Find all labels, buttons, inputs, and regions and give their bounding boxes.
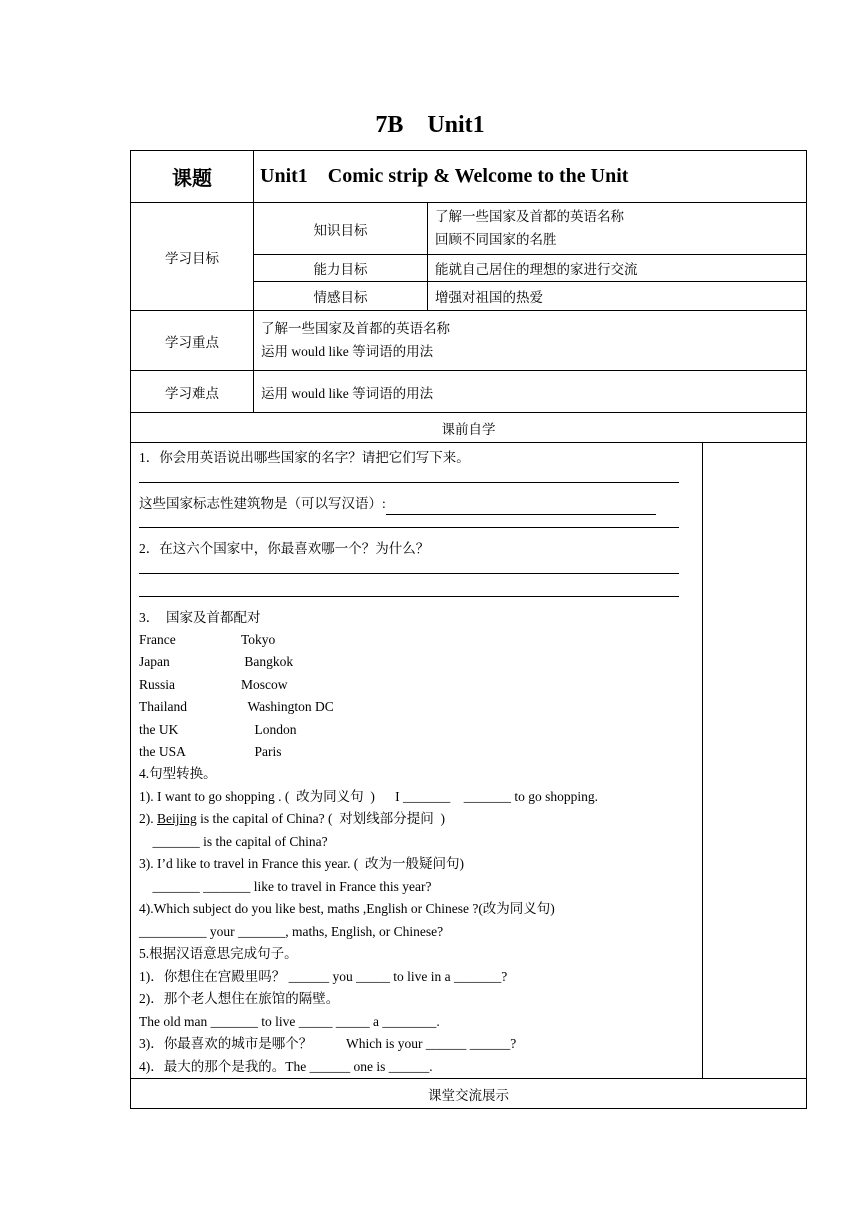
question-4-item: 2). Beijing is the capital of China? ( 对划线部分提问 ) (139, 811, 445, 827)
preview-header-row (131, 413, 807, 443)
answer-line (386, 500, 656, 515)
objective-content: 能就自己居住的理想的家进行交流 (428, 255, 807, 282)
topic-value: Unit1 Comic strip & Welcome to the Unit (254, 151, 807, 203)
question-3: 3． 国家及首都配对 (139, 609, 261, 625)
question-4-answer: _______ _______ like to travel in France this year? (139, 878, 432, 894)
answer-line (139, 470, 679, 483)
question-5-item: 2)．那个老人想住在旅馆的隔壁。 (139, 991, 340, 1007)
answer-line (139, 584, 679, 597)
match-pair (139, 651, 702, 673)
key-point-line: 了解一些国家及首都的英语名称 (261, 321, 450, 336)
self-study-content (131, 443, 703, 1079)
match-pair (139, 674, 702, 696)
page-title: 7B Unit1 (375, 112, 485, 138)
underlined-word: Beijing (157, 811, 197, 827)
question-2: 2．在这六个国家中，你最喜欢哪一个？为什么？ (139, 541, 430, 556)
preview-content-row (131, 443, 807, 1079)
question-1: 1．你会用英语说出哪些国家的名字？请把它们写下来。 (139, 450, 470, 465)
country-name: the UK (139, 721, 179, 737)
key-points-row (131, 311, 807, 371)
topic-row (131, 151, 807, 203)
objective-line: 了解一些国家及首都的英语名称 (435, 209, 624, 224)
capital-name: Tokyo (241, 632, 276, 647)
question-5-item: 4)．最大的那个是我的。The ______ one is ______. (139, 1058, 433, 1074)
difficulties-content: 运用 would like 等词语的用法 (254, 371, 807, 413)
question-5-item: 3)．你最喜欢的城市是哪个？ Which is your ______ ______? (139, 1036, 517, 1052)
country-name: Russia (139, 676, 176, 692)
key-points-content (254, 311, 807, 371)
question-4-answer: __________ your _______, maths, English, or Chinese? (139, 923, 444, 939)
answer-line (139, 515, 679, 528)
match-pair (139, 719, 702, 741)
key-point-line: 运用 would like 等词语的用法 (261, 343, 434, 359)
capital-name: Paris (241, 744, 282, 760)
topic-label: 课题 (131, 151, 254, 203)
country-name: Japan (139, 654, 170, 670)
objective-line: 回顾不同国家的名胜 (435, 231, 557, 247)
question-5-item: 1)．你想住在宫殿里吗？ ______ you _____ to live in a _______? (139, 968, 508, 984)
lesson-plan-table (130, 150, 807, 1109)
objective-content: 增强对祖国的热爱 (428, 282, 807, 311)
question-1-landmarks (139, 493, 702, 516)
difficulties-label: 学习难点 (131, 371, 254, 413)
preview-header: 课前自学 (131, 413, 807, 443)
capital-name: Washington DC (241, 699, 334, 715)
question-4-item-text: is the capital of China? ( 对划线部分提问 ) (196, 811, 445, 827)
question-4-answer: _______ is the capital of China? (139, 833, 328, 849)
objective-content (428, 203, 807, 255)
country-name: France (139, 632, 176, 647)
question-4: 4.句型转换。 (139, 766, 217, 782)
class-header: 课堂交流展示 (131, 1079, 807, 1109)
capital-name: Moscow (241, 676, 288, 692)
objectives-label: 学习目标 (131, 203, 254, 311)
question-4-item: 3). I’d like to travel in France this year. ( 改为一般疑问句) (139, 856, 465, 872)
capital-name: London (241, 721, 297, 737)
key-points-label: 学习重点 (131, 311, 254, 371)
country-name: the USA (139, 744, 186, 760)
question-4-item: 1). I want to go shopping . ( 改为同义句 ) I _______ _______ to go shopping. (139, 788, 598, 804)
answer-line (139, 561, 679, 574)
objective-type: 能力目标 (254, 255, 428, 282)
notes-column (703, 443, 807, 1079)
country-name: Thailand (139, 699, 187, 715)
match-pair (139, 696, 702, 718)
question-5: 5.根据汉语意思完成句子。 (139, 946, 298, 962)
difficulties-row (131, 371, 807, 413)
question-5-answer: The old man _______ to live _____ _____ a ________. (139, 1013, 440, 1029)
objective-row-knowledge (131, 203, 807, 255)
objective-type: 知识目标 (254, 203, 428, 255)
match-pair (139, 629, 702, 651)
class-header-row (131, 1079, 807, 1109)
objective-type: 情感目标 (254, 282, 428, 311)
question-4-item: 4).Which subject do you like best, maths ,English or Chinese ?(改为同义句) (139, 901, 555, 917)
capital-name: Bangkok (241, 654, 294, 670)
question-1-landmarks-text: 这些国家标志性建筑物是（可以写汉语）: (139, 495, 386, 511)
match-pair (139, 741, 702, 763)
